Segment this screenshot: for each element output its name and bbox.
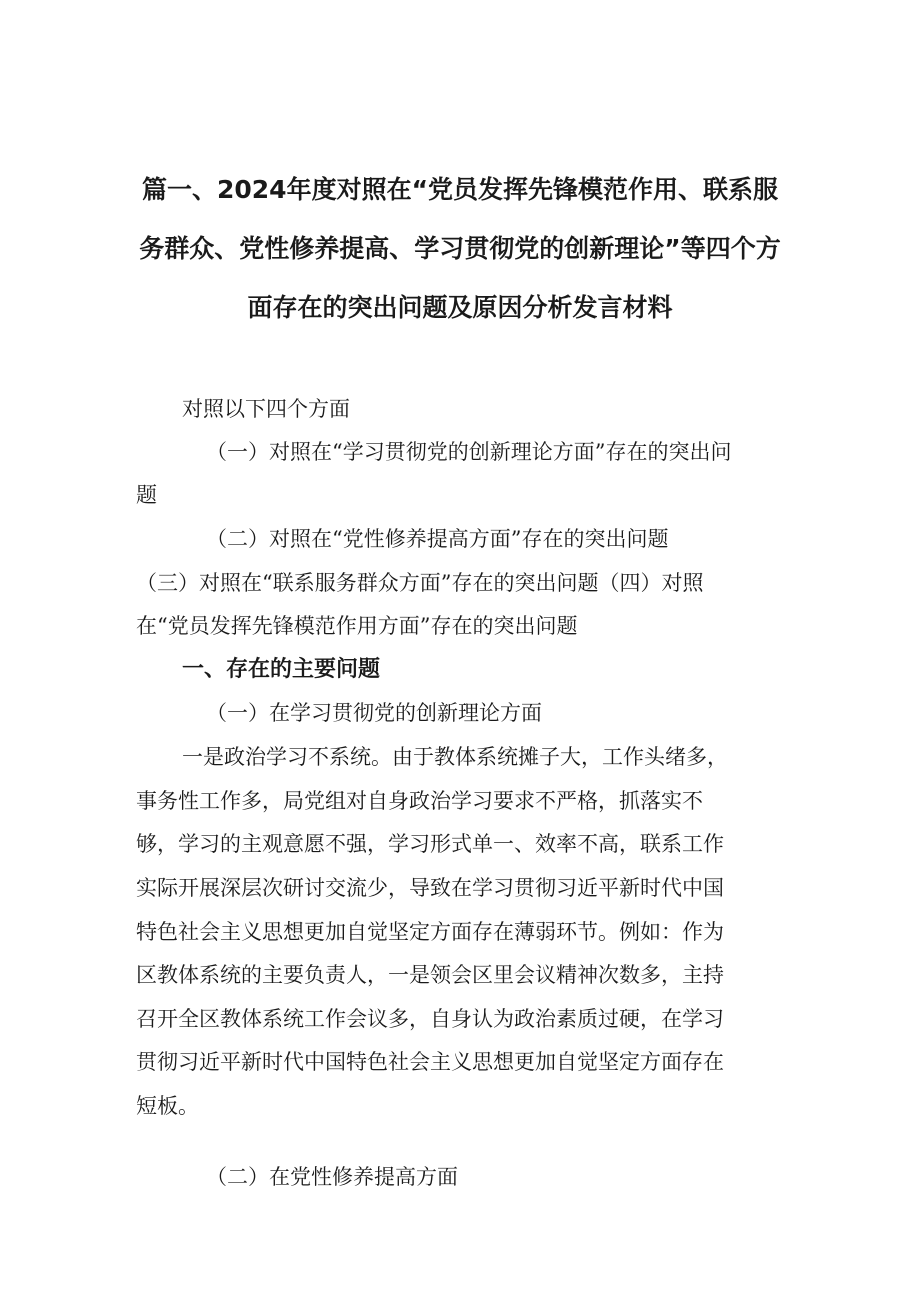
aspect-line-3: （二）对照在“党性修养提高方面”存在的突出问题	[206, 527, 669, 551]
body-line-1: 一是政治学习不系统。由于教体系统摊子大，工作头绪多，	[182, 745, 728, 769]
document-title-line-3: 面存在的突出问题及原因分析发言材料	[247, 293, 673, 322]
subsection-heading-1: （一）在学习贯彻党的创新理论方面	[206, 701, 542, 725]
section-heading-main-problems: 一、存在的主要问题	[182, 657, 381, 682]
aspect-line-1: （一）对照在“学习贯彻党的创新理论方面”存在的突出问	[206, 440, 732, 464]
intro-paragraph: 对照以下四个方面	[182, 397, 350, 421]
body-line-4: 实际开展深层次研讨交流少，导致在学习贯彻习近平新时代中国	[136, 876, 724, 900]
document-title-line-1: 篇一、2024年度对照在“党员发挥先锋模范作用、联系服	[141, 175, 778, 204]
aspect-line-2: 题	[136, 483, 157, 507]
body-line-3: 够，学习的主观意愿不强，学习形式单一、效率不高，联系工作	[136, 832, 724, 856]
body-line-5: 特色社会主义思想更加自觉坚定方面存在薄弱环节。例如：作为	[136, 920, 724, 944]
body-line-7: 召开全区教体系统工作会议多，自身认为政治素质过硬，在学习	[136, 1007, 724, 1031]
document-title-line-2: 务群众、党性修养提高、学习贯彻党的创新理论”等四个方	[139, 234, 781, 263]
aspect-line-5: 在“党员发挥先锋模范作用方面”存在的突出问题	[136, 614, 578, 638]
body-line-2: 事务性工作多，局党组对自身政治学习要求不严格，抓落实不	[136, 789, 703, 813]
body-line-6: 区教体系统的主要负责人，一是领会区里会议精神次数多，主持	[136, 963, 724, 987]
body-line-9: 短板。	[136, 1094, 199, 1118]
aspect-line-4: （三）对照在“联系服务群众方面”存在的突出问题（四）对照	[136, 571, 704, 595]
body-line-8: 贯彻习近平新时代中国特色社会主义思想更加自觉坚定方面存在	[136, 1050, 724, 1074]
subsection-heading-2: （二）在党性修养提高方面	[206, 1165, 458, 1189]
